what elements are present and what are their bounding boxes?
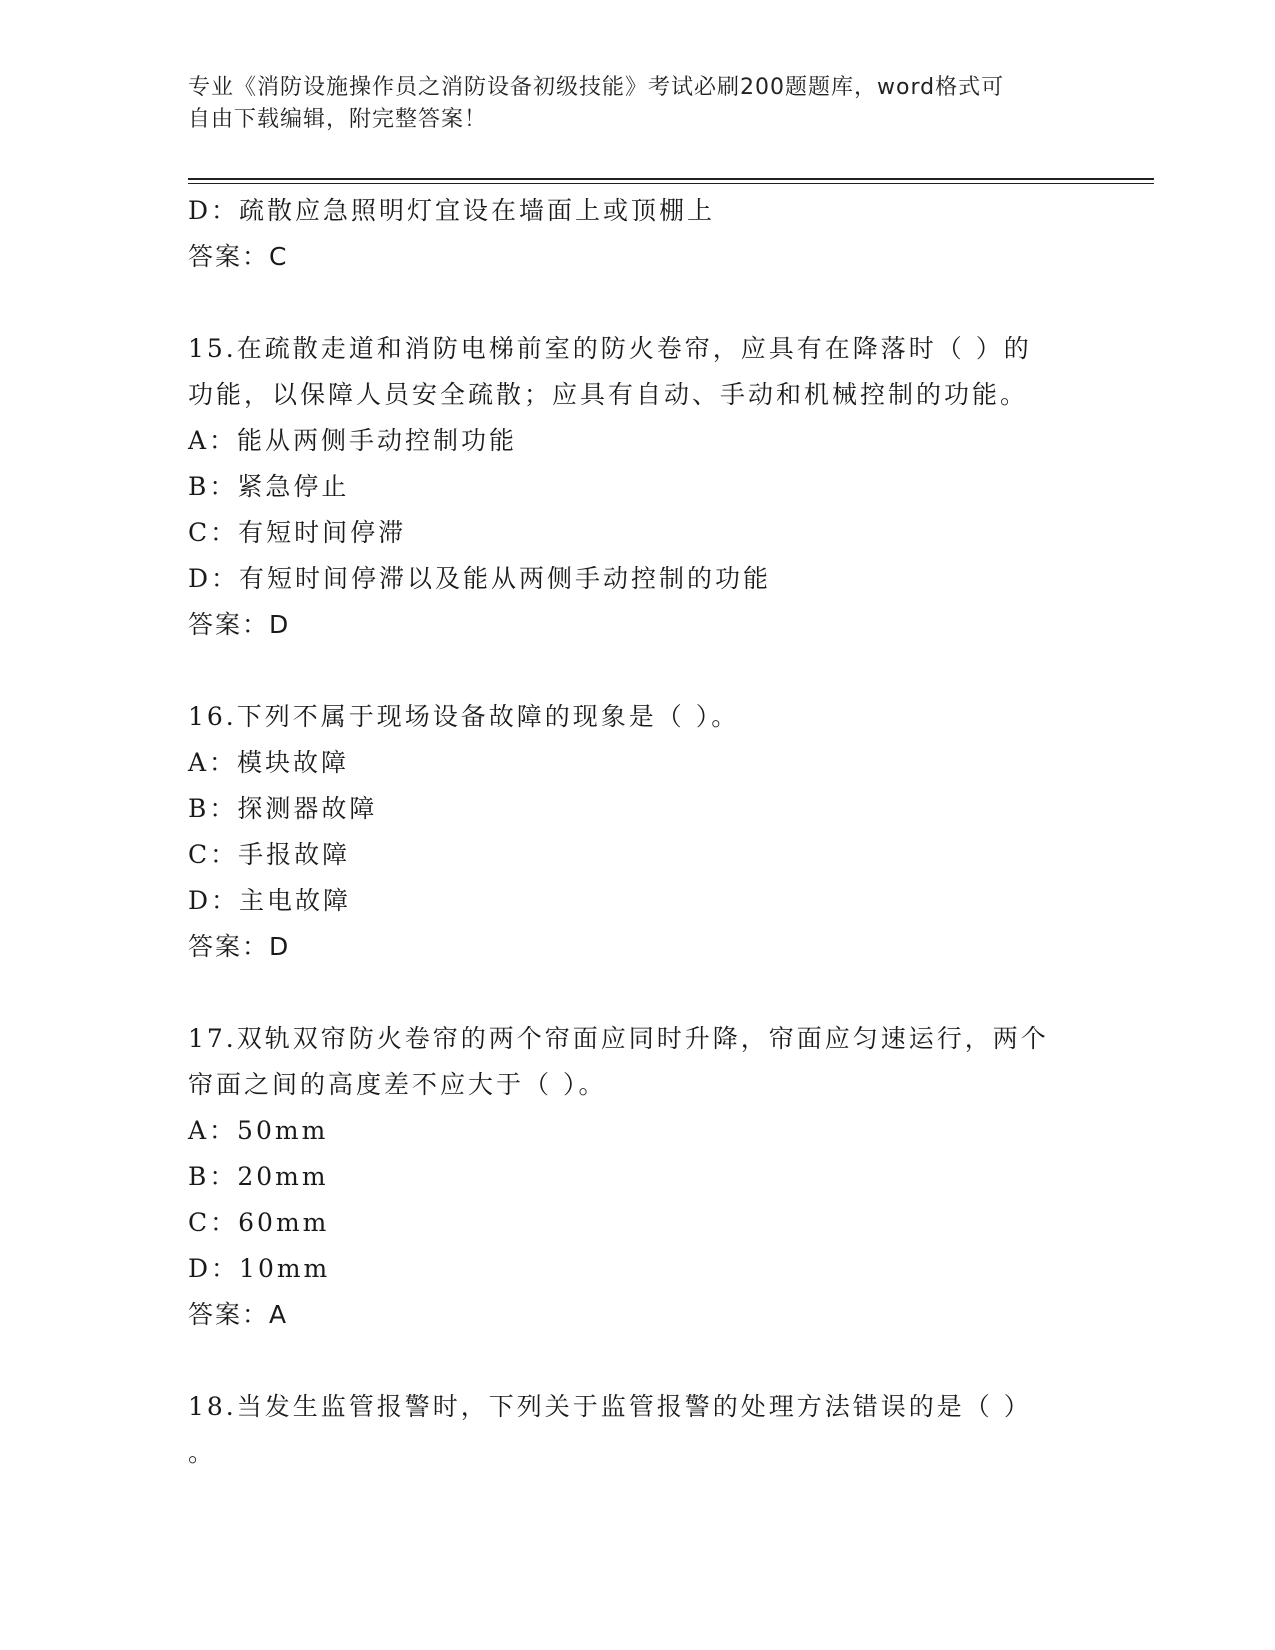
answer: 答案：A xyxy=(188,1300,289,1329)
question-17 xyxy=(188,1016,1088,1338)
prev-answer: 答案：C xyxy=(188,242,289,271)
option-c: C：手报故障 xyxy=(188,840,351,869)
header-rule-thin xyxy=(188,183,1154,184)
question-text-line: 帘面之间的高度差不应大于（ ）。 xyxy=(188,1070,607,1099)
question-15 xyxy=(188,326,1088,648)
option-c: C：60mm xyxy=(188,1208,330,1237)
question-text-line: 16.下列不属于现场设备故障的现象是（ ）。 xyxy=(188,702,740,731)
question-text-line: 功能，以保障人员安全疏散；应具有自动、手动和机械控制的功能。 xyxy=(188,380,1029,409)
option-a: A：50mm xyxy=(188,1116,329,1145)
header-line-1: 专业《消防设施操作员之消防设备初级技能》考试必刷200题题库，word格式可 xyxy=(188,75,1005,100)
option-c: C：有短时间停滞 xyxy=(188,518,407,547)
option-b: B：20mm xyxy=(188,1162,329,1191)
question-text-line: 17.双轨双帘防火卷帘的两个帘面应同时升降，帘面应匀速运行，两个 xyxy=(188,1024,1049,1053)
prev-option-d: D：疏散应急照明灯宜设在墙面上或顶棚上 xyxy=(188,196,716,225)
option-b: B：紧急停止 xyxy=(188,472,350,501)
question-18 xyxy=(188,1384,1088,1476)
header-rule-thick xyxy=(188,178,1154,180)
question-text-line: 。 xyxy=(188,1438,217,1467)
answer: 答案：D xyxy=(188,932,291,961)
option-b: B：探测器故障 xyxy=(188,794,378,823)
question-16 xyxy=(188,694,1088,970)
option-a: A：能从两侧手动控制功能 xyxy=(188,426,518,455)
header-line-2: 自由下载编辑，附完整答案！ xyxy=(188,107,488,132)
option-d: D：10mm xyxy=(188,1254,331,1283)
question-text-line: 15.在疏散走道和消防电梯前室的防火卷帘，应具有在降落时（ ）的 xyxy=(188,334,1032,363)
option-d: D：主电故障 xyxy=(188,886,352,915)
document-header xyxy=(188,72,1068,136)
option-a: A：模块故障 xyxy=(188,748,350,777)
option-d: D：有短时间停滞以及能从两侧手动控制的功能 xyxy=(188,564,772,593)
question-text-line: 18.当发生监管报警时，下列关于监管报警的处理方法错误的是（ ） xyxy=(188,1392,1032,1421)
answer: 答案：D xyxy=(188,610,291,639)
question-content xyxy=(188,188,1088,1476)
